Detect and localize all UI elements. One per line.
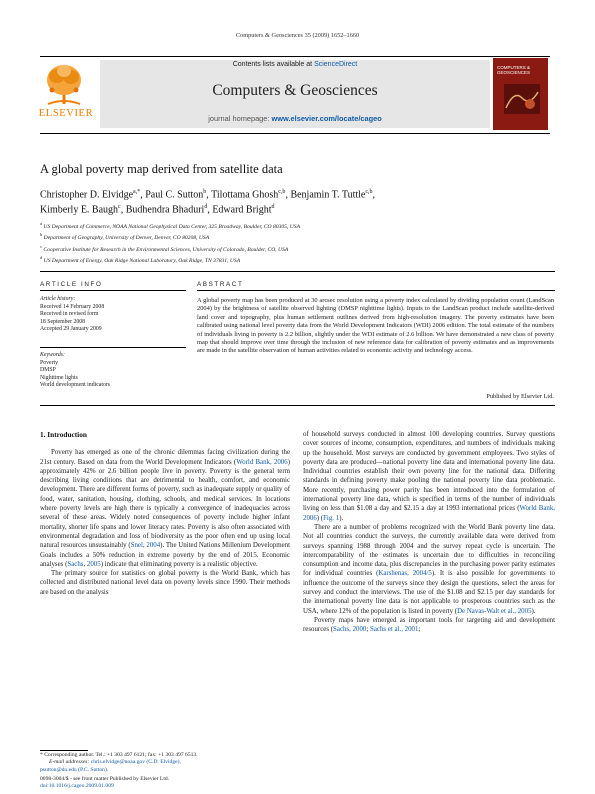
citation-link[interactable]: Sachs, 2000 xyxy=(333,626,367,634)
body-column-left xyxy=(40,430,290,597)
journal-homepage-line xyxy=(100,114,490,123)
journal-name: Computers & Geosciences xyxy=(212,82,378,99)
affiliation-sup: b xyxy=(40,232,43,238)
paper-title: A global poverty map derived from satellite data xyxy=(40,162,283,176)
author-list xyxy=(40,186,560,217)
text-run: ). xyxy=(531,607,536,615)
author-sup: d xyxy=(271,204,275,211)
abstract-heading: ABSTRACT xyxy=(197,281,244,288)
email-link[interactable]: chris.elvidge@noaa.gov (C.D. Elvidge), xyxy=(90,759,181,766)
author-sup: b xyxy=(203,189,207,195)
keyword: Nighttime lights xyxy=(40,374,78,381)
abstract-text: A global poverty map has been produced at 30 arcsec resolution using a poverty index calculated by dividing population count (LandScan 2004) by the brightness of satellite observed lighting (DMSP nighttime lights). Inputs to the LandScan product include satellite-derived land cover and topography, plus human settlement outlines derived from high-resolution imagery. The poverty estimates have been calibrated using national level poverty data from the World Development Indicators (WDI) 2006 edition. The total estimate of the numbers of individuals living in poverty is 2.2 billion, slightly under the WDI estimate of 2.6 billion. We have demonstrated a new class of poverty map that should improve over time through the inclusion of new reference data for calibration of poverty estimates and as improvements are made in the satellite observation of human activities related to economic activity and technology access. xyxy=(197,297,554,355)
divider-keywords xyxy=(40,347,186,348)
figure-link[interactable]: Fig. 1 xyxy=(323,514,340,522)
author-name: Paul C. Sutton xyxy=(145,189,204,201)
doi-link[interactable]: doi:10.1016/j.cageo.2009.01.009 xyxy=(40,783,114,790)
author-sup: c xyxy=(118,204,121,211)
intro-paragraph-2: The primary source for statistics on global poverty is the World Bank, which has collected and distributed national level data on poverty levels since 1990. Their methods are based on the analysis xyxy=(40,570,290,596)
journal-homepage-link[interactable]: www.elsevier.com/locate/cageo xyxy=(271,114,382,123)
elsevier-tree-logo-icon xyxy=(40,60,88,110)
divider-top xyxy=(40,271,555,272)
article-history xyxy=(40,296,190,334)
published-by: Published by Elsevier Ltd. xyxy=(486,393,554,400)
body-column-right xyxy=(303,430,555,635)
affiliation xyxy=(40,254,560,265)
affiliation-text: US Department of Commerce, NOAA National Geophysical Data Center, 325 Broadway, Boulder, CO 80305, USA xyxy=(43,223,301,230)
author-name: Budhendra Bhaduri xyxy=(125,204,205,216)
author-name: Christopher D. Elvidge xyxy=(40,189,134,201)
intro-paragraph-1 xyxy=(40,448,290,569)
text-run: ) ( xyxy=(316,514,324,522)
keyword: World development indicators xyxy=(40,382,111,388)
footnotes xyxy=(40,752,290,774)
author-name: Edward Bright xyxy=(212,204,272,216)
issn-doi xyxy=(40,776,290,791)
author-sup: a,* xyxy=(133,189,141,195)
author-name: Benjamin T. Tuttle xyxy=(290,189,366,201)
email-label: E-mail addresses: xyxy=(49,759,91,766)
author-sup: c,b xyxy=(278,189,286,195)
author-line-1: Christopher D. Elvidge$^{a,*}$, Paul C. Sutton$^b$, Tilottama Ghosh$^{c,b}$, Benjamin T. Tuttle$^{c,b}$, xyxy=(40,189,376,201)
citation-link[interactable]: Karshenas, 2004/5 xyxy=(378,570,432,578)
section-heading-introduction: 1. Introduction xyxy=(40,430,87,439)
affiliation-text: Department of Geography, University of Denver, Denver, CO 80208, USA xyxy=(43,235,210,242)
divider-bottom xyxy=(40,405,555,406)
affiliation xyxy=(40,243,560,254)
contents-prefix: Contents lists available at xyxy=(232,61,315,68)
text-run: There are a number of problems recognized with the World Bank poverty line data. Not all countries conduct the surveys, the currently available data were derived from surveys spanning 1988 through 2004 and the survey repeat cycle is uncertain. The intercomparability of the estimates is uncertain due to difficulties in reconciling consumption and income data, plus discrepancies in the purchasing power parity estimates for individual countries ( xyxy=(303,523,555,578)
text-run: Poverty maps have emerged as important tools for targeting aid and development resources ( xyxy=(303,616,555,634)
author-sup: c,b xyxy=(365,189,373,195)
author-name: Tilottama Ghosh xyxy=(211,189,279,201)
author-sup: d xyxy=(204,204,208,211)
divider-article-info xyxy=(40,290,186,291)
text-run: of household surveys conducted in almost 100 developing countries. Survey questions cover sources of income, consumption, expenditures, and numbers of individuals making up the household. Most surveys are conducted by government employees. Two styles of poverty data are produced—national poverty line data and international poverty line data. Individual countries establish their own poverty line for the national data. Differing standards in defining poverty make pooling the national poverty line data problematic. More recently, purchasing power parity has been introduced into the formulation of international poverty line data, which is specified in terms of the number of individuals living on less than $1.08 a day and $2.15 a day at 1993 international prices ( xyxy=(303,431,555,513)
contents-line xyxy=(100,61,490,68)
elsevier-wordmark: ELSEVIER xyxy=(38,108,94,119)
cover-title: COMPUTERS & GEOSCIENCES xyxy=(497,65,531,75)
history-item: Received 14 February 2008 xyxy=(40,303,105,310)
affiliation-sup: a xyxy=(40,221,42,226)
article-info-heading: ARTICLE INFO xyxy=(40,281,103,288)
issn-line: 0098-3004/$ - see front matter Published by Elsevier Ltd. xyxy=(40,776,170,782)
keywords xyxy=(40,352,190,390)
keyword: Poverty xyxy=(40,359,59,366)
text-run: Poverty has emerged as one of the chronic dilemmas facing civilization during the 21st century. Based on data from the World Development Indicators ( xyxy=(40,449,290,466)
sciencedirect-link[interactable]: ScienceDirect xyxy=(314,61,358,68)
body-paragraph xyxy=(303,523,555,616)
text-run: ; xyxy=(366,626,370,634)
affiliations xyxy=(40,220,560,266)
history-item: Accepted 29 January 2009 xyxy=(40,326,102,332)
text-run: ). xyxy=(339,514,344,522)
body-paragraph xyxy=(303,616,555,635)
author-name: Kimberly E. Baugh xyxy=(40,204,119,216)
history-item: 18 September 2008 xyxy=(40,318,86,325)
affiliation-text: US Department of Energy, Oak Ridge National Laboratory, Oak Ridge, TN 37831, USA xyxy=(43,258,241,265)
keywords-label: Keywords: xyxy=(40,352,65,358)
history-label: Article history: xyxy=(40,296,76,302)
author-line-2: Kimberly E. Baugh$^c$, Budhendra Bhaduri$^d$, Edward Bright$^d$ xyxy=(40,204,275,216)
affiliation-text: Cooperative Institute for Research in the Environmental Sciences, University of Colorado, Boulder, CO, USA xyxy=(43,246,289,253)
footnote-rule xyxy=(40,750,88,751)
text-run: ; xyxy=(418,626,421,634)
divider-abstract xyxy=(197,290,555,291)
cover-art-icon xyxy=(504,84,540,114)
running-head: Computers & Geosciences 35 (2009) 1652–1660 xyxy=(235,32,360,39)
affiliation-sup: d xyxy=(40,255,43,261)
homepage-label: journal homepage: xyxy=(208,114,272,123)
citation-link[interactable]: Sachs, 2005 xyxy=(67,560,101,568)
text-run: ). It is also possible for governments to influence the outcome of the surveys since they design the questions, select the areas for survey and conduct the interviews. The use of the $1.08 and $2.15 per day standards for the international poverty line data is not applicable to prosperous countries such as the USA, where 12% of the population is listed in poverty ( xyxy=(303,570,555,615)
citation-link[interactable]: Snel, 2004 xyxy=(130,542,161,550)
citation-link[interactable]: World Bank, 2006 xyxy=(236,458,288,466)
email-link[interactable]: psutton@du.edu (P.C. Sutton). xyxy=(40,766,109,773)
affiliation xyxy=(40,231,560,242)
citation-link[interactable]: De Navas-Walt et al., 2005 xyxy=(457,607,532,615)
email-line xyxy=(40,759,290,766)
text-run: ). The United Nations Millenium Development Goals includes a 50% reduction in extreme poverty by the end of 2015. Economic analyses ( xyxy=(40,542,291,568)
keyword: DMSP xyxy=(40,367,56,373)
citation-link[interactable]: Sachs et al., 2001 xyxy=(370,626,419,634)
corresponding-author-note: * Corresponding author. Tel.: +1 303 497 6121; fax: +1 303 497 6513. xyxy=(40,752,198,758)
affiliation xyxy=(40,220,560,231)
text-run: ) indicate that eliminating poverty is a realistic objective. xyxy=(100,560,258,568)
citation-link[interactable]: World Bank, 2006 xyxy=(303,505,555,522)
text-run: ) approximately 42% or 2.6 billion people live in poverty. Poverty is the general term describing living conditions that are detrimental to health, comfort, and economic development. There are different forms of poverty, such as inadequate supply or quality of food, water, sanitation, housing, clothing, schools, and medical services. In locations where poverty levels are high there is typically a convergence of inadequacies across several of these areas. Widely noted consequences of poverty include higher infant mortality, shorter life spans and lower literacy rates. Poverty is also often associated with environmental degradation and loss of biodiversity as the poor often end up using local natural resources unsustainably ( xyxy=(40,458,290,550)
affiliation-sup: c xyxy=(40,243,42,249)
history-item: Received in revised form xyxy=(40,311,99,317)
body-paragraph-continued xyxy=(303,430,555,523)
